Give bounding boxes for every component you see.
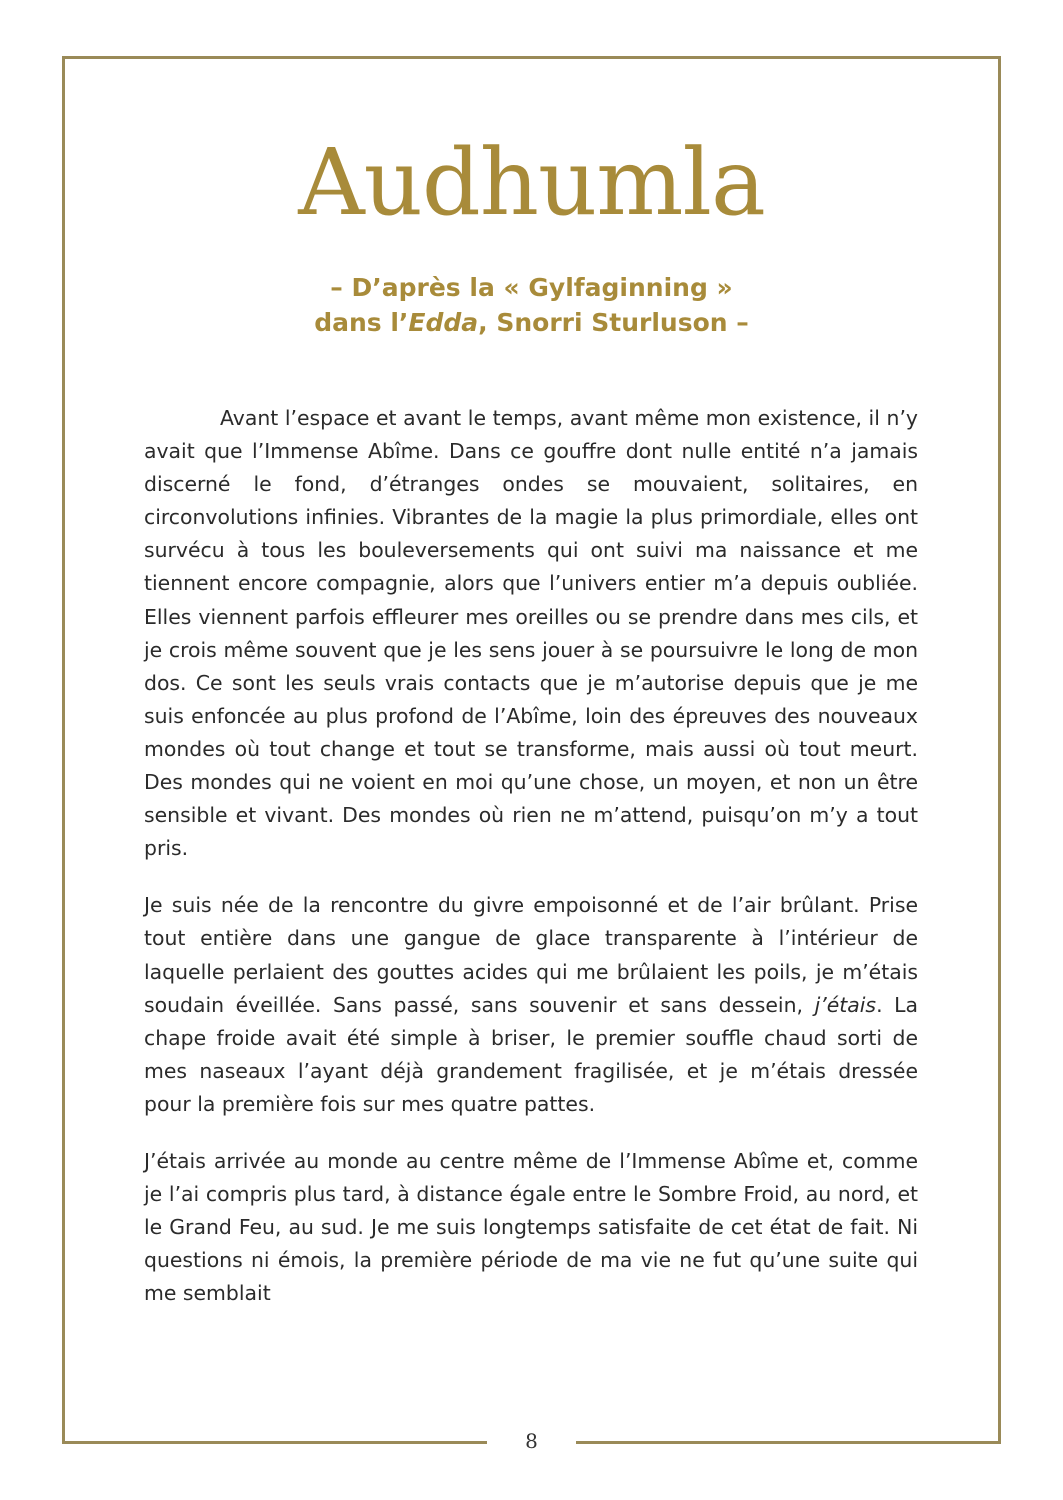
body-text: [144, 402, 918, 1334]
paragraph-1-text: Avant l’espace et avant le temps, avant même mon existence, il n’y avait que l’Immense Abîme. Dans ce gouffre dont nulle entité n’a jamais discerné le fond, d’étranges ondes se mouvaient, solitaires, en circonvolutions infinies. Vibrantes de la magie la plus primordiale, elles ont survécu à tous les bouleversements qui ont suivi ma naissance et me tiennent encore compagnie, alors que l’univers entier m’a depuis oubliée. Elles viennent parfois effleurer mes oreilles ou se prendre dans mes cils, et je crois même souvent que je les sens jouer à se poursuivre le long de mon dos. Ce sont les seuls vrais contacts que je m’autorise depuis que je me suis enfoncée au plus profond de l’Abîme, loin des épreuves des nouveaux mondes où tout change et tout se transforme, mais aussi où tout meurt. Des mondes qui ne voient en moi qu’une chose, un moyen, et non un être sensible et vivant. Des mondes où rien ne m’attend, puisqu’on m’y a tout pris.: [144, 406, 918, 861]
subtitle-prefix: dans l’: [314, 308, 409, 337]
paragraph-2: [144, 889, 918, 1121]
frame-bottom-border-right: [576, 1441, 1001, 1444]
page-number: 8: [525, 1429, 538, 1453]
frame-left-border: [62, 56, 65, 1444]
paragraph-2-italic: j’étais: [814, 992, 877, 1017]
paragraph-2-text-before: Je suis née de la rencontre du givre empoisonné et de l’air brûlant. Prise tout entière dans une gangue de glace transparente à l’intérieur de laquelle perlaient des gouttes acides qui me brûlaient les poils, je m’étais soudain éveillée. Sans passé, sans souvenir et sans dessein,: [144, 893, 918, 1017]
frame-right-border: [998, 56, 1001, 1444]
frame-top-border: [62, 56, 1001, 59]
frame-bottom-border-left: [62, 1441, 487, 1444]
subtitle-suffix: , Snorri Sturluson –: [478, 308, 749, 337]
paragraph-3: [144, 1145, 918, 1310]
subtitle-line-2: [0, 305, 1063, 340]
subtitle-line-1: – D’après la « Gylfaginning »: [330, 273, 733, 302]
paragraph-3-text: J’étais arrivée au monde au centre même de l’Immense Abîme et, comme je l’ai compris plus tard, à distance égale entre le Sombre Froid, au nord, et le Grand Feu, au sud. Je me suis longtemps satisfaite de cet état de fait. Ni questions ni émois, la première période de ma vie ne fut qu’une suite qui me semblait: [144, 1148, 918, 1306]
chapter-subtitle: [0, 270, 1063, 340]
paragraph-2-text-after: . La chape froide avait été simple à briser, le premier souffle chaud sorti de mes naseaux l’ayant déjà grandement fragilisée, et je m’étais dressée pour la première fois sur mes quatre pattes.: [144, 992, 918, 1116]
paragraph-1: [144, 402, 918, 865]
subtitle-italic-edda: Edda: [408, 308, 479, 337]
chapter-title: Audhumla: [298, 129, 765, 236]
